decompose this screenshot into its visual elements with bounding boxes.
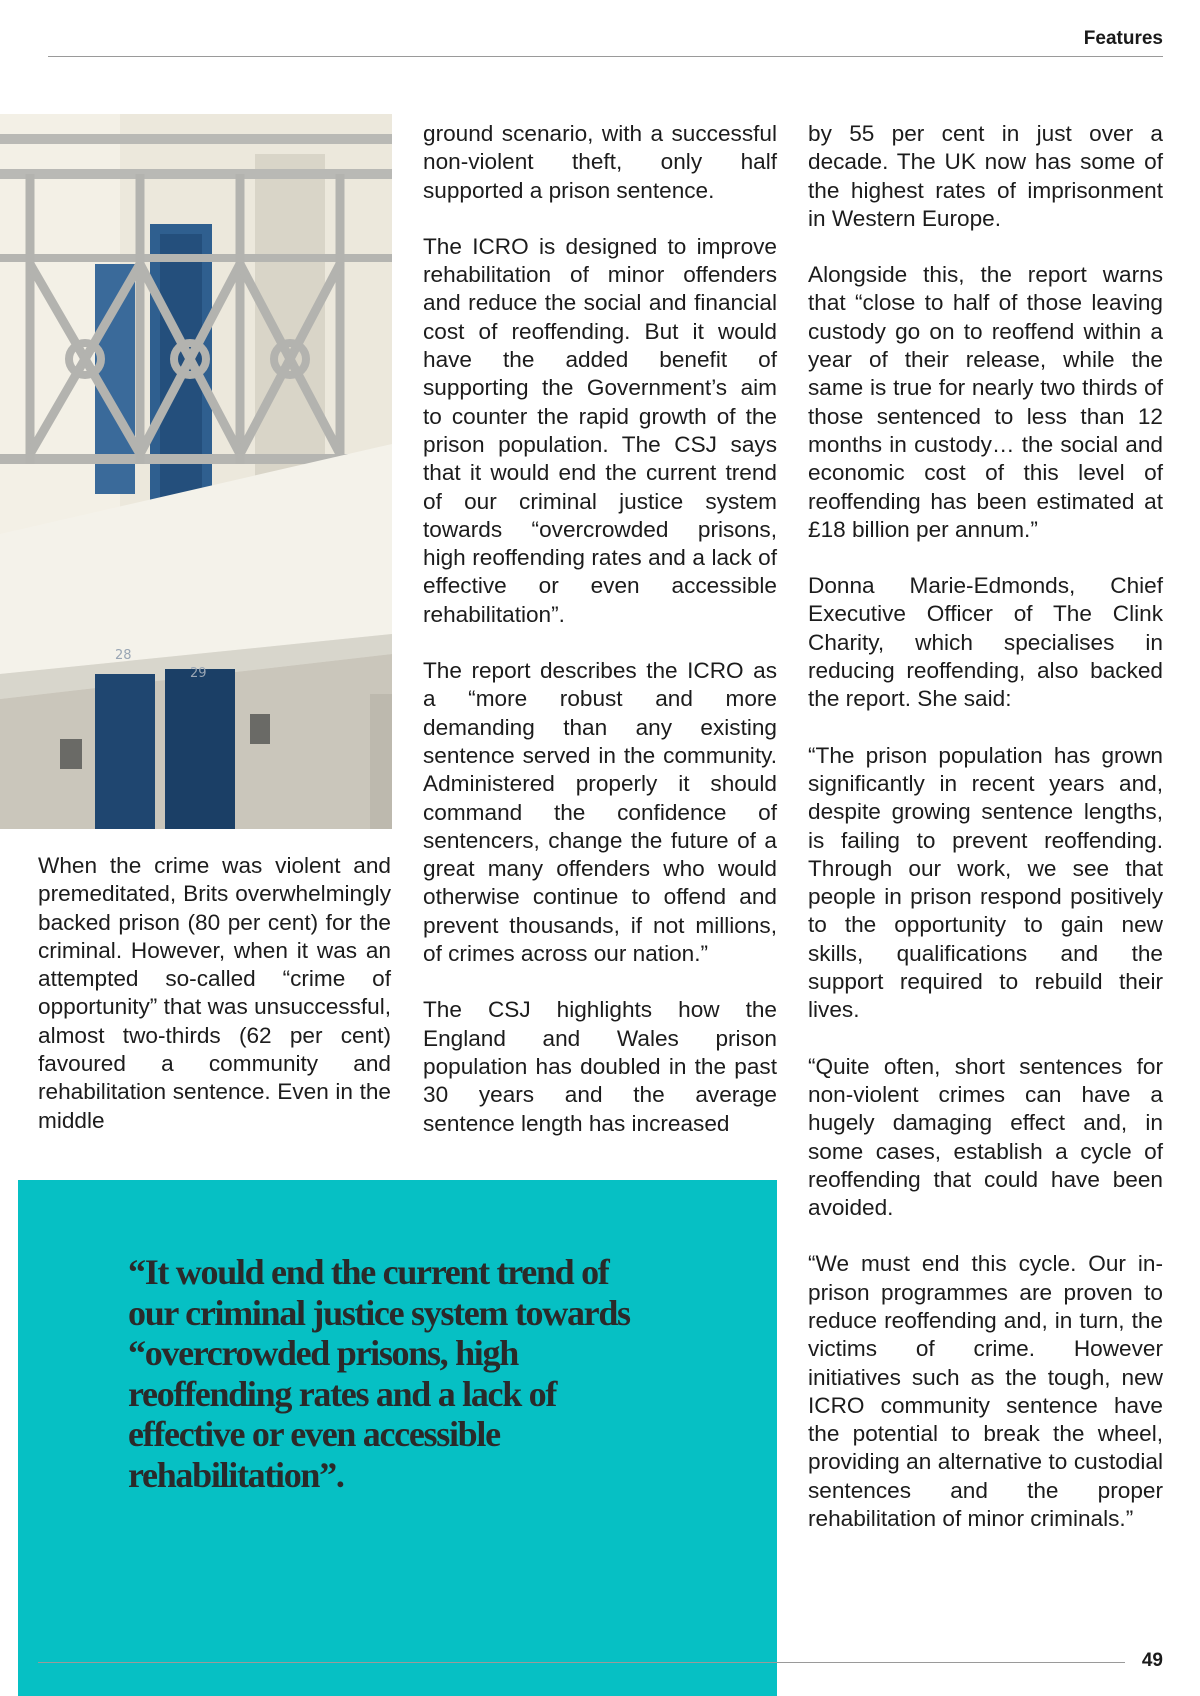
paragraph: Donna Marie-Edmonds, Chief Executive Officer of The Clink Charity, which specialises in reducing reoffending, also backed the report. She said: bbox=[808, 573, 1163, 712]
header-divider bbox=[48, 56, 1163, 57]
paragraph: Alongside this, the report warns that “close to half of those leaving custody go on to reoffend within a year of their release, while the same is true for nearly two thirds of those sentenced to less than 12 months in custody… the social and economic cost of this level of reoffending has been estimated at £18 billion per annum.” bbox=[808, 262, 1163, 542]
door-number-28: 28 bbox=[115, 648, 132, 663]
paragraph: “Quite often, short sentences for non-violent crimes can have a hugely damaging effect and, in some cases, establish a cycle of reoffending that could have been avoided. bbox=[808, 1053, 1163, 1221]
pull-quote: “It would end the current trend of our criminal justice system towards “overcrowded prisons, high reoffending rates and a lack of effective or even accessible rehabilitation”. bbox=[128, 1252, 630, 1495]
paragraph: by 55 per cent in just over a decade. The UK now has some of the highest rates of imprisonment in Western Europe. bbox=[808, 121, 1163, 231]
paragraph: The ICRO is designed to improve rehabilitation of minor offenders and reduce the social and financial cost of reoffending. But it would have the added benefit of supporting the Government’s aim to counter the rapid growth of the prison population. The CSJ says that it would end the current trend of our criminal justice system towards “overcrowded prisons, high reoffending rates and a lack of effective or even accessible rehabilitation”. bbox=[423, 233, 777, 627]
paragraph: When the crime was violent and premeditated, Brits overwhelmingly backed prison (80 per cent) for the criminal. However, when it was an attempted so-called “crime of opportunity” that was unsuccessful, almost two-thirds (62 per cent) favoured a community and rehabilitation sentence. Even in the middle bbox=[38, 853, 391, 1133]
page-number: 49 bbox=[1141, 1650, 1163, 1671]
pull-quote-panel bbox=[18, 1180, 777, 1696]
door-number-29: 29 bbox=[190, 666, 207, 681]
footer-divider bbox=[38, 1662, 1125, 1663]
prison-landing-photo bbox=[0, 114, 392, 829]
text-column-1 bbox=[38, 852, 391, 1135]
section-label: Features bbox=[1083, 28, 1163, 49]
paragraph: The report describes the ICRO as a “more robust and more demanding than any existing sentence served in the community. Administered properly it should command the confidence of sentencers, change the future of a great many offenders who would otherwise continue to offend and prevent thousands, if not millions, of crimes across our nation.” bbox=[423, 658, 777, 967]
paragraph: “We must end this cycle. Our in-prison programmes are proven to reduce reoffending and, in turn, the victims of crime. However initiatives such as the tough, new ICRO community sentence have the potential to break the wheel, providing an alternative to custodial sentences and the proper rehabilitation of minor criminals.” bbox=[808, 1251, 1163, 1532]
paragraph: “The prison population has grown significantly in recent years and, despite growing sentence lengths, is failing to prevent reoffending. Through our work, we see that people in prison respond positively to the opportunity to gain new skills, qualifications and the support required to rebuild their lives. bbox=[808, 742, 1163, 1023]
paragraph: ground scenario, with a successful non-violent theft, only half supported a prison sentence. bbox=[423, 121, 777, 203]
text-column-2 bbox=[423, 120, 777, 1138]
text-column-3 bbox=[808, 120, 1163, 1533]
paragraph: The CSJ highlights how the England and Wales prison population has doubled in the past 30 years and the average sentence length has increased bbox=[423, 997, 777, 1136]
